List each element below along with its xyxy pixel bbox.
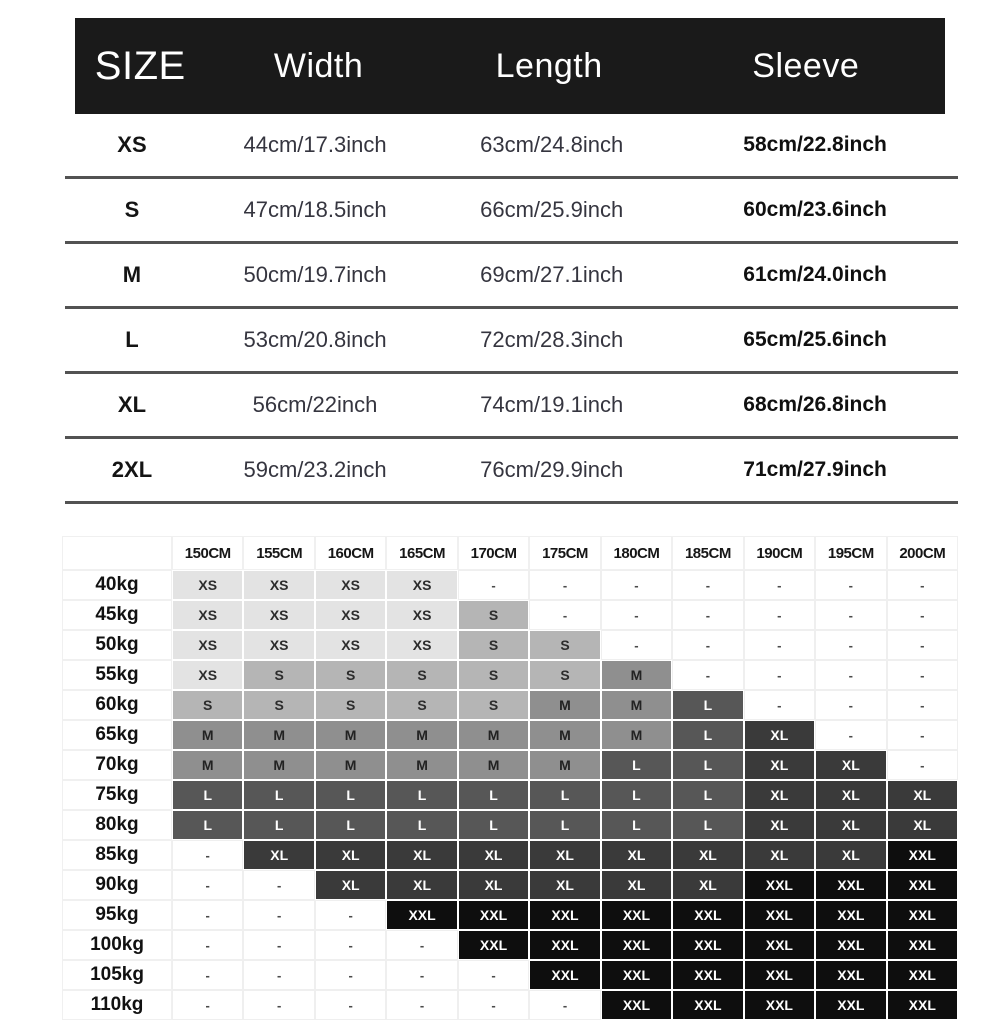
fit-cell-m: M [529, 750, 600, 780]
fit-cell-s: S [315, 690, 386, 720]
fit-cell-l: L [243, 780, 314, 810]
weight-label: 40kg [62, 570, 172, 600]
fit-cell-xxl: XXL [815, 870, 886, 900]
size-label: M [122, 262, 142, 287]
fit-cell-xxl: XXL [815, 990, 886, 1020]
fit-cell-m: M [601, 720, 672, 750]
height-header-cell: 165CM [386, 536, 457, 570]
fit-cell-xl: XL [887, 810, 958, 840]
fit-cell-empty: - [243, 900, 314, 930]
fit-cell-empty: - [243, 930, 314, 960]
fit-cell-l: L [672, 750, 743, 780]
width-value: 44cm/17.3inch [243, 132, 387, 157]
fit-cell-empty: - [386, 990, 457, 1020]
fit-cell-l: L [386, 810, 457, 840]
size-table-header [75, 18, 945, 114]
fit-row [62, 780, 958, 810]
weight-label: 65kg [62, 720, 172, 750]
fit-cell-empty: - [172, 900, 243, 930]
fit-cell-xxl: XXL [458, 930, 529, 960]
fit-cell-l: L [601, 780, 672, 810]
width-value: 50cm/19.7inch [243, 262, 387, 287]
fit-cell-xxl: XXL [744, 960, 815, 990]
weight-label: 70kg [62, 750, 172, 780]
fit-row [62, 570, 958, 600]
size-row-m [65, 244, 958, 309]
fit-cell-s: S [386, 660, 457, 690]
fit-cell-l: L [243, 810, 314, 840]
fit-cell-empty: - [529, 570, 600, 600]
sleeve-value: 61cm/24.0inch [743, 263, 887, 286]
fit-cell-empty: - [172, 990, 243, 1020]
fit-cell-xxl: XXL [601, 960, 672, 990]
fit-cell-l: L [172, 810, 243, 840]
fit-cell-xs: XS [243, 630, 314, 660]
fit-cell-xxl: XXL [815, 960, 886, 990]
sleeve-value: 68cm/26.8inch [743, 393, 887, 416]
fit-cell-empty: - [744, 630, 815, 660]
width-value: 53cm/20.8inch [243, 327, 387, 352]
fit-cell-empty: - [887, 660, 958, 690]
size-label: S [124, 197, 140, 222]
sleeve-value: 71cm/27.9inch [743, 458, 887, 481]
fit-cell-empty: - [458, 990, 529, 1020]
fit-cell-empty: - [386, 960, 457, 990]
fit-cell-xs: XS [243, 570, 314, 600]
fit-cell-l: L [601, 750, 672, 780]
height-header-cell: 175CM [529, 536, 600, 570]
fit-cell-empty: - [672, 660, 743, 690]
fit-cell-xl: XL [815, 810, 886, 840]
weight-label: 75kg [62, 780, 172, 810]
fit-cell-l: L [386, 780, 457, 810]
header-width: Width [273, 46, 364, 85]
fit-cell-empty: - [887, 630, 958, 660]
fit-cell-empty: - [243, 870, 314, 900]
fit-cell-xl: XL [601, 840, 672, 870]
weight-label: 85kg [62, 840, 172, 870]
fit-cell-xs: XS [386, 600, 457, 630]
fit-cell-m: M [458, 720, 529, 750]
fit-cell-m: M [315, 720, 386, 750]
height-header-cell: 160CM [315, 536, 386, 570]
fit-cell-empty: - [458, 960, 529, 990]
fit-row [62, 870, 958, 900]
fit-cell-s: S [529, 630, 600, 660]
size-row-2xl [65, 439, 958, 504]
fit-cell-xxl: XXL [744, 990, 815, 1020]
weight-label: 105kg [62, 960, 172, 990]
fit-row [62, 750, 958, 780]
fit-cell-empty: - [744, 570, 815, 600]
fit-cell-xxl: XXL [815, 900, 886, 930]
weight-label: 45kg [62, 600, 172, 630]
fit-row [62, 900, 958, 930]
size-table-body [65, 114, 958, 504]
fit-cell-empty: - [315, 900, 386, 930]
fit-cell-xxl: XXL [744, 930, 815, 960]
fit-row [62, 840, 958, 870]
fit-cell-xs: XS [172, 570, 243, 600]
fit-cell-m: M [243, 720, 314, 750]
fit-cell-s: S [458, 600, 529, 630]
fit-cell-m: M [172, 720, 243, 750]
fit-cell-m: M [601, 690, 672, 720]
fit-cell-xxl: XXL [887, 930, 958, 960]
size-label: 2XL [111, 457, 153, 482]
fit-cell-l: L [672, 780, 743, 810]
fit-cell-empty: - [672, 630, 743, 660]
fit-cell-empty: - [887, 690, 958, 720]
fit-cell-xl: XL [315, 840, 386, 870]
fit-cell-xs: XS [315, 570, 386, 600]
fit-cell-xl: XL [315, 870, 386, 900]
fit-cell-s: S [172, 690, 243, 720]
fit-cell-empty: - [887, 720, 958, 750]
fit-cell-empty: - [887, 750, 958, 780]
fit-cell-m: M [315, 750, 386, 780]
fit-cell-xxl: XXL [529, 960, 600, 990]
fit-cell-xl: XL [887, 780, 958, 810]
fit-cell-xl: XL [529, 840, 600, 870]
fit-row [62, 660, 958, 690]
fit-cell-empty: - [315, 930, 386, 960]
length-value: 74cm/19.1inch [480, 392, 624, 417]
fit-cell-xl: XL [672, 840, 743, 870]
fit-cell-xxl: XXL [672, 960, 743, 990]
fit-cell-empty: - [744, 690, 815, 720]
fit-cell-xs: XS [315, 600, 386, 630]
fit-cell-xl: XL [744, 720, 815, 750]
matrix-corner-cell [62, 536, 172, 570]
weight-label: 90kg [62, 870, 172, 900]
size-label: L [125, 327, 139, 352]
size-table [0, 0, 1000, 504]
width-value: 47cm/18.5inch [243, 197, 387, 222]
length-value: 69cm/27.1inch [480, 262, 624, 287]
fit-cell-m: M [243, 750, 314, 780]
fit-cell-xs: XS [315, 630, 386, 660]
fit-cell-empty: - [601, 600, 672, 630]
fit-matrix [62, 536, 958, 1020]
fit-cell-xl: XL [815, 750, 886, 780]
size-row-s [65, 179, 958, 244]
fit-cell-xl: XL [744, 750, 815, 780]
height-header-cell: 195CM [815, 536, 886, 570]
fit-cell-xs: XS [172, 600, 243, 630]
fit-cell-empty: - [815, 600, 886, 630]
fit-cell-xxl: XXL [601, 900, 672, 930]
fit-cell-xl: XL [601, 870, 672, 900]
fit-cell-xl: XL [458, 870, 529, 900]
fit-cell-empty: - [887, 600, 958, 630]
fit-cell-s: S [243, 690, 314, 720]
weight-label: 95kg [62, 900, 172, 930]
fit-row [62, 720, 958, 750]
fit-cell-xxl: XXL [887, 960, 958, 990]
weight-label: 55kg [62, 660, 172, 690]
fit-cell-xxl: XXL [458, 900, 529, 930]
size-row-l [65, 309, 958, 374]
fit-cell-s: S [458, 690, 529, 720]
fit-row [62, 690, 958, 720]
fit-cell-m: M [386, 750, 457, 780]
height-header-cell: 185CM [672, 536, 743, 570]
height-header-cell: 150CM [172, 536, 243, 570]
fit-cell-m: M [529, 720, 600, 750]
fit-cell-xs: XS [386, 630, 457, 660]
fit-cell-xxl: XXL [672, 990, 743, 1020]
fit-row [62, 960, 958, 990]
fit-cell-xl: XL [744, 810, 815, 840]
fit-cell-xl: XL [672, 870, 743, 900]
fit-cell-xl: XL [458, 840, 529, 870]
length-value: 66cm/25.9inch [480, 197, 624, 222]
fit-cell-xl: XL [529, 870, 600, 900]
sleeve-value: 58cm/22.8inch [743, 133, 887, 156]
fit-cell-xxl: XXL [529, 900, 600, 930]
fit-cell-s: S [243, 660, 314, 690]
fit-cell-empty: - [315, 990, 386, 1020]
fit-cell-xxl: XXL [672, 930, 743, 960]
fit-cell-empty: - [458, 570, 529, 600]
fit-cell-l: L [529, 810, 600, 840]
fit-cell-xl: XL [815, 840, 886, 870]
fit-cell-xxl: XXL [815, 930, 886, 960]
fit-cell-empty: - [243, 990, 314, 1020]
fit-cell-xl: XL [815, 780, 886, 810]
fit-cell-empty: - [815, 630, 886, 660]
fit-cell-xs: XS [243, 600, 314, 630]
fit-cell-empty: - [172, 870, 243, 900]
size-label: XS [117, 132, 147, 157]
fit-cell-s: S [315, 660, 386, 690]
height-header-row [62, 536, 958, 570]
fit-cell-m: M [458, 750, 529, 780]
fit-cell-empty: - [172, 840, 243, 870]
fit-row [62, 630, 958, 660]
fit-cell-m: M [172, 750, 243, 780]
fit-cell-l: L [172, 780, 243, 810]
height-header-cell: 155CM [243, 536, 314, 570]
weight-label: 60kg [62, 690, 172, 720]
fit-row [62, 990, 958, 1020]
fit-cell-xxl: XXL [386, 900, 457, 930]
fit-cell-l: L [601, 810, 672, 840]
fit-cell-empty: - [386, 930, 457, 960]
header-length: Length [495, 46, 603, 85]
fit-cell-empty: - [672, 570, 743, 600]
fit-cell-empty: - [315, 960, 386, 990]
fit-cell-xxl: XXL [601, 990, 672, 1020]
fit-cell-m: M [386, 720, 457, 750]
weight-label: 80kg [62, 810, 172, 840]
fit-cell-xl: XL [386, 840, 457, 870]
fit-cell-xxl: XXL [672, 900, 743, 930]
fit-cell-l: L [315, 810, 386, 840]
fit-cell-xs: XS [172, 630, 243, 660]
fit-cell-empty: - [529, 990, 600, 1020]
fit-cell-empty: - [529, 600, 600, 630]
fit-cell-xxl: XXL [887, 870, 958, 900]
height-header-cell: 190CM [744, 536, 815, 570]
fit-cell-s: S [458, 630, 529, 660]
fit-cell-xs: XS [386, 570, 457, 600]
fit-cell-l: L [672, 720, 743, 750]
length-value: 63cm/24.8inch [480, 132, 624, 157]
fit-cell-empty: - [243, 960, 314, 990]
fit-cell-xxl: XXL [744, 870, 815, 900]
fit-cell-xl: XL [744, 780, 815, 810]
height-header-cell: 200CM [887, 536, 958, 570]
sleeve-value: 65cm/25.6inch [743, 328, 887, 351]
fit-cell-l: L [529, 780, 600, 810]
fit-cell-l: L [458, 780, 529, 810]
weight-label: 110kg [62, 990, 172, 1020]
fit-cell-xxl: XXL [887, 900, 958, 930]
fit-cell-m: M [601, 660, 672, 690]
fit-cell-xxl: XXL [744, 900, 815, 930]
fit-cell-empty: - [815, 660, 886, 690]
fit-row [62, 930, 958, 960]
fit-cell-xxl: XXL [887, 990, 958, 1020]
fit-cell-empty: - [172, 930, 243, 960]
fit-cell-empty: - [601, 570, 672, 600]
length-value: 76cm/29.9inch [480, 457, 624, 482]
fit-cell-empty: - [815, 690, 886, 720]
fit-cell-empty: - [815, 570, 886, 600]
fit-cell-empty: - [172, 960, 243, 990]
header-size: SIZE [94, 43, 186, 88]
fit-cell-empty: - [744, 600, 815, 630]
weight-label: 50kg [62, 630, 172, 660]
size-row-xl [65, 374, 958, 439]
fit-cell-s: S [458, 660, 529, 690]
header-sleeve: Sleeve [752, 46, 860, 85]
fit-cell-xl: XL [243, 840, 314, 870]
fit-cell-empty: - [744, 660, 815, 690]
fit-cell-l: L [672, 810, 743, 840]
height-header-cell: 170CM [458, 536, 529, 570]
fit-cell-m: M [529, 690, 600, 720]
width-value: 56cm/22inch [252, 392, 378, 417]
fit-cell-xxl: XXL [601, 930, 672, 960]
fit-cell-xxl: XXL [529, 930, 600, 960]
fit-row [62, 600, 958, 630]
weight-label: 100kg [62, 930, 172, 960]
fit-cell-xl: XL [744, 840, 815, 870]
fit-cell-empty: - [815, 720, 886, 750]
width-value: 59cm/23.2inch [243, 457, 387, 482]
sleeve-value: 60cm/23.6inch [743, 198, 887, 221]
fit-cell-l: L [458, 810, 529, 840]
height-header-cell: 180CM [601, 536, 672, 570]
fit-cell-empty: - [887, 570, 958, 600]
fit-cell-l: L [672, 690, 743, 720]
fit-cell-xxl: XXL [887, 840, 958, 870]
fit-cell-empty: - [672, 600, 743, 630]
fit-cell-xs: XS [172, 660, 243, 690]
fit-cell-empty: - [601, 630, 672, 660]
fit-cell-l: L [315, 780, 386, 810]
fit-matrix-table [62, 536, 958, 1020]
length-value: 72cm/28.3inch [480, 327, 624, 352]
fit-cell-s: S [529, 660, 600, 690]
fit-row [62, 810, 958, 840]
size-row-xs [65, 114, 958, 179]
size-label: XL [117, 392, 147, 417]
fit-cell-xl: XL [386, 870, 457, 900]
fit-cell-s: S [386, 690, 457, 720]
